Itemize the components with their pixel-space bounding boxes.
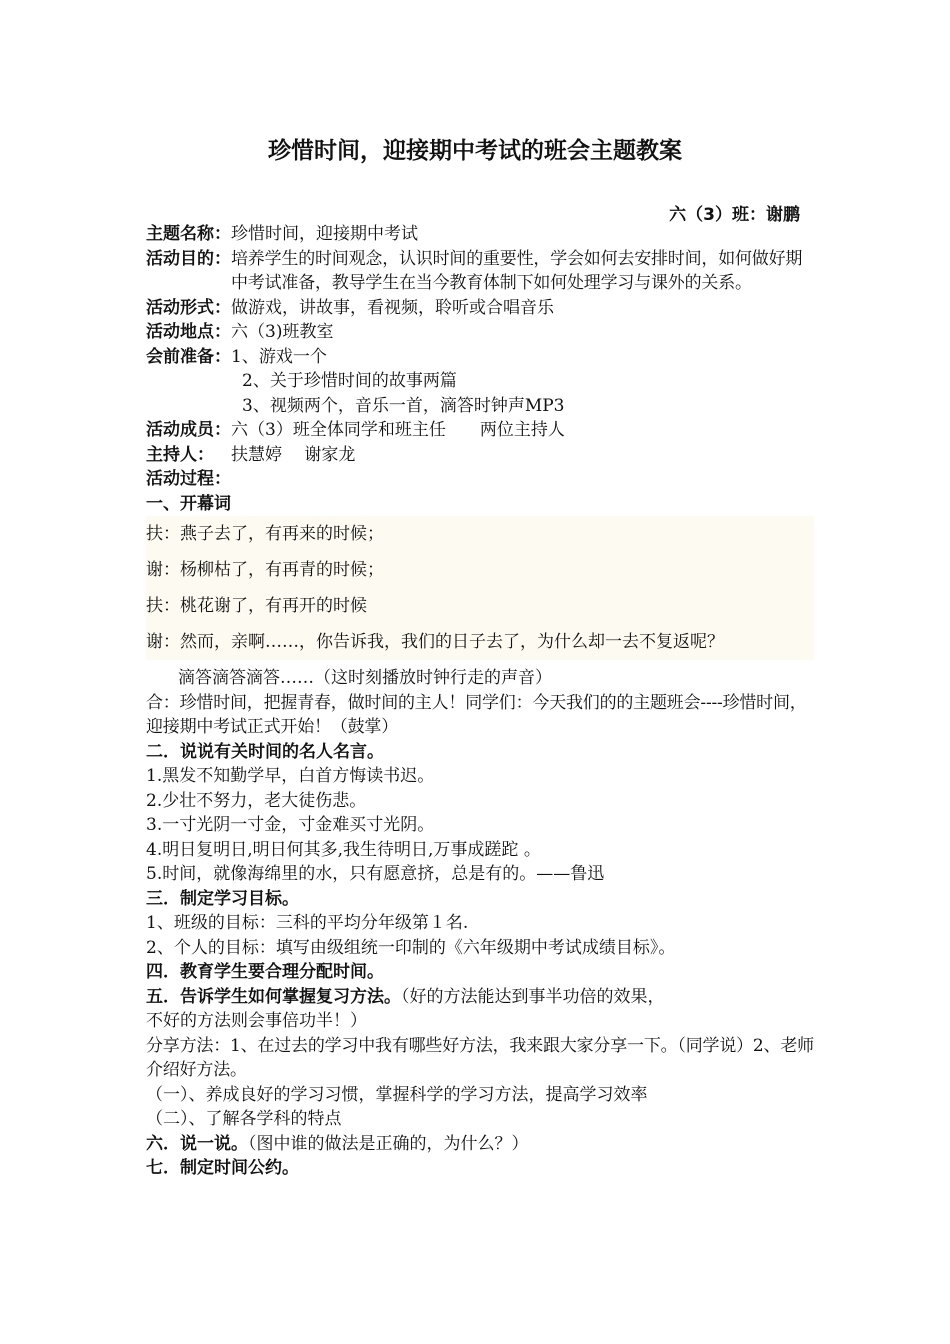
section-6-note: （图中谁的做法是正确的，为什么？）	[248, 1133, 529, 1154]
field-form	[146, 296, 814, 321]
author-line: 六（3）班：谢鹏	[669, 205, 800, 225]
together-line: 合：珍惜时间，把握青春，做时间的主人！同学们：今天我们的的主题班会----珍惜时间，迎接期中考试正式开始！（鼓掌）	[146, 692, 807, 737]
prep-item: 2、关于珍惜时间的故事两篇	[242, 371, 457, 391]
section-heading-6: 六．说一说。	[146, 1133, 248, 1154]
field-hosts	[146, 443, 814, 468]
sub-item: （一）、养成良好的学习习惯，掌握科学的学习方法，提高学习效率	[146, 1084, 648, 1105]
field-prep	[146, 345, 814, 370]
field-members	[146, 418, 814, 443]
dialog-line: 扶：燕子去了，有再来的时候；	[146, 524, 384, 544]
section-heading-1: 一、开幕词	[146, 493, 231, 514]
quote-item: 1.黑发不知勤学早，白首方悔读书迟。	[146, 766, 435, 786]
field-topic	[146, 222, 814, 247]
field-value: 扶慧婷 谢家龙	[214, 444, 356, 465]
field-label: 主题名称：	[146, 224, 231, 244]
field-process-label: 活动过程：	[146, 469, 231, 489]
field-value: 珍惜时间，迎接期中考试	[231, 224, 418, 244]
dialog-block	[146, 516, 814, 660]
field-label: 活动成员：	[146, 420, 231, 440]
field-value: 六（3）班全体同学和班主任 两位主持人	[231, 420, 565, 440]
section-heading-5: 五．告诉学生如何掌握复习方法。	[146, 986, 401, 1007]
section-heading-4: 四．教育学生要合理分配时间。	[146, 962, 384, 982]
share-line: 分享方法：1、在过去的学习中我有哪些好方法，我来跟大家分享一下。（同学说）2、老师介绍好方法。	[146, 1035, 814, 1080]
quote-item: 2.少壮不努力，老大徒伤悲。	[146, 790, 367, 811]
field-label: 活动地点：	[146, 322, 231, 342]
dialog-line: 扶：桃花谢了，有再开的时候	[146, 596, 367, 616]
section-5-line	[146, 985, 814, 1010]
prep-item: 3、视频两个，音乐一首，滴答时钟声MP3	[242, 395, 565, 416]
section-5-note: （好的方法能达到事半功倍的效果，	[401, 986, 665, 1007]
section-6-line	[146, 1132, 814, 1157]
document-body	[146, 222, 814, 1181]
field-purpose	[146, 247, 814, 296]
section-5-note-cont: 不好的方法则会事倍功半！）	[146, 1011, 367, 1031]
field-label: 主持人：	[146, 444, 214, 465]
section-heading-2: 二．说说有关时间的名人名言。	[146, 741, 384, 762]
page-title: 珍惜时间，迎接期中考试的班会主题教案	[268, 138, 682, 164]
section-heading-7: 七．制定时间公约。	[146, 1158, 299, 1178]
dialog-line: 谢：然而，亲啊……，你告诉我，我们的日子去了，为什么却一去不复返呢？	[146, 632, 724, 652]
quote-item: 3.一寸光阴一寸金，寸金难买寸光阴。	[146, 815, 435, 835]
quote-item: 5.时间，就像海绵里的水，只有愿意挤，总是有的。——鲁迅	[146, 864, 605, 884]
sub-item: （二）、了解各学科的特点	[146, 1109, 342, 1129]
ticks-line: 滴答滴答滴答……（这时刻播放时钟行走的声音）	[178, 668, 552, 688]
field-place	[146, 320, 814, 345]
goal-item: 2、个人的目标：填写由级组统一印制的《六年级期中考试成绩目标》。	[146, 937, 676, 958]
field-value: 培养学生的时间观念，认识时间的重要性，学会如何去安排时间，如何做好期中考试准备，教导学生在当今教育体制下如何处理学习与课外的关系。	[231, 248, 803, 293]
field-value: 做游戏，讲故事，看视频，聆听或合唱音乐	[231, 297, 554, 318]
field-label: 会前准备：	[146, 346, 231, 367]
prep-item: 1、游戏一个	[231, 346, 327, 367]
field-value: 六（3)班教室	[231, 322, 334, 342]
quote-item: 4.明日复明日,明日何其多,我生待明日,万事成蹉跎 。	[146, 839, 541, 860]
dialog-line: 谢：杨柳枯了，有再青的时候；	[146, 560, 384, 580]
section-heading-3: 三．制定学习目标。	[146, 888, 299, 909]
field-label: 活动形式：	[146, 297, 231, 318]
field-label: 活动目的：	[146, 248, 231, 269]
goal-item: 1、班级的目标：三科的平均分年级第１名.	[146, 913, 469, 933]
